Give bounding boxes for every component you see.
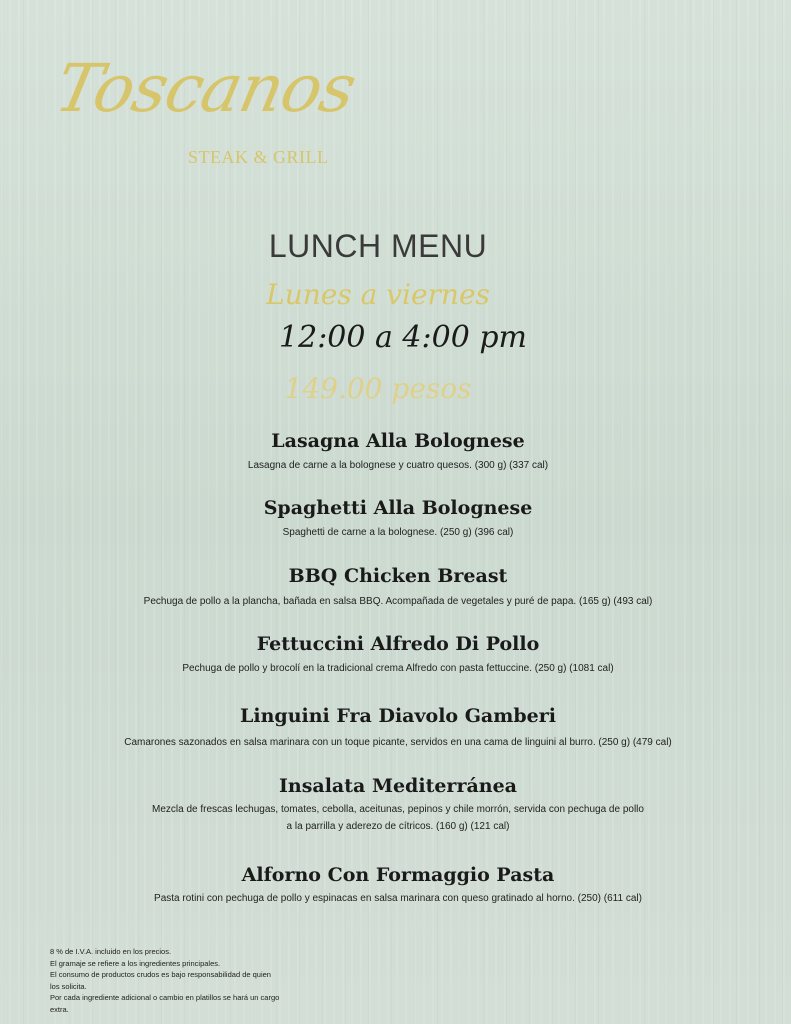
footnote-line: los solicita. bbox=[50, 981, 87, 991]
menu-item-description: Pechuga de pollo a la plancha, bañada en salsa BBQ. Acompañada de vegetales y puré de papa. (165 g) (493 cal) bbox=[143, 596, 653, 607]
menu-item-title: Fettuccini Alfredo Di Pollo bbox=[256, 633, 540, 655]
menu-footnotes bbox=[50, 946, 340, 1015]
menu-item-title: Spaghetti Alla Bolognese bbox=[263, 497, 533, 519]
footnote-line: 8 % de I.V.A. incluido en los precios. bbox=[50, 947, 172, 956]
menu-item-title: Lasagna Alla Bolognese bbox=[271, 430, 525, 452]
footnote-line: extra. bbox=[50, 1004, 69, 1014]
menu-item-title: Linguini Fra Diavolo Gamberi bbox=[240, 705, 556, 727]
restaurant-logo bbox=[48, 50, 363, 175]
menu-item-description: Mezcla de frescas lechugas, tomates, cebolla, aceitunas, pepinos y chile morrón, servida con pechuga de pollo bbox=[152, 804, 644, 815]
logo-tagline: STEAK & GRILL bbox=[188, 147, 329, 167]
menu-item-title: Alforno Con Formaggio Pasta bbox=[241, 864, 555, 886]
menu-item-description: Pechuga de pollo y brocolí en la tradicional crema Alfredo con pasta fettuccine. (250 g) (1081 cal) bbox=[182, 663, 614, 674]
menu-item-title: BBQ Chicken Breast bbox=[288, 565, 508, 587]
menu-item-description: Camarones sazonados en salsa marinara con un toque picante, servidos en una cama de linguini al burro. (250 g) (479 cal) bbox=[124, 737, 672, 748]
menu-title: LUNCH MENU bbox=[268, 228, 488, 264]
footnote-line: El consumo de productos crudos es bajo responsabilidad de quien bbox=[50, 970, 271, 979]
menu-item-description: Lasagna de carne a la bolognese y cuatro quesos. (300 g) (337 cal) bbox=[247, 460, 549, 471]
menu-item-description: Spaghetti de carne a la bolognese. (250 g) (396 cal) bbox=[282, 527, 514, 538]
menu-days: Lunes a viernes bbox=[266, 278, 490, 311]
logo-wordmark: Toscanos bbox=[48, 50, 363, 127]
menu-item-description-line2: a la parrilla y aderezo de cítricos. (160 g) (121 cal) bbox=[286, 821, 510, 832]
menu-price: 149.00 pesos bbox=[284, 372, 472, 405]
menu-item-title: Insalata Mediterránea bbox=[279, 775, 517, 797]
footnote-line: El gramaje se refiere a los ingredientes principales. bbox=[50, 958, 221, 968]
footnote-line: Por cada ingrediente adicional o cambio en platillos se hará un cargo bbox=[50, 993, 280, 1002]
menu-item-description: Pasta rotini con pechuga de pollo y espinacas en salsa marinara con queso gratinado al horno. (250) (611 cal) bbox=[154, 893, 642, 904]
menu-hours: 12:00 a 4:00 pm bbox=[279, 320, 527, 355]
